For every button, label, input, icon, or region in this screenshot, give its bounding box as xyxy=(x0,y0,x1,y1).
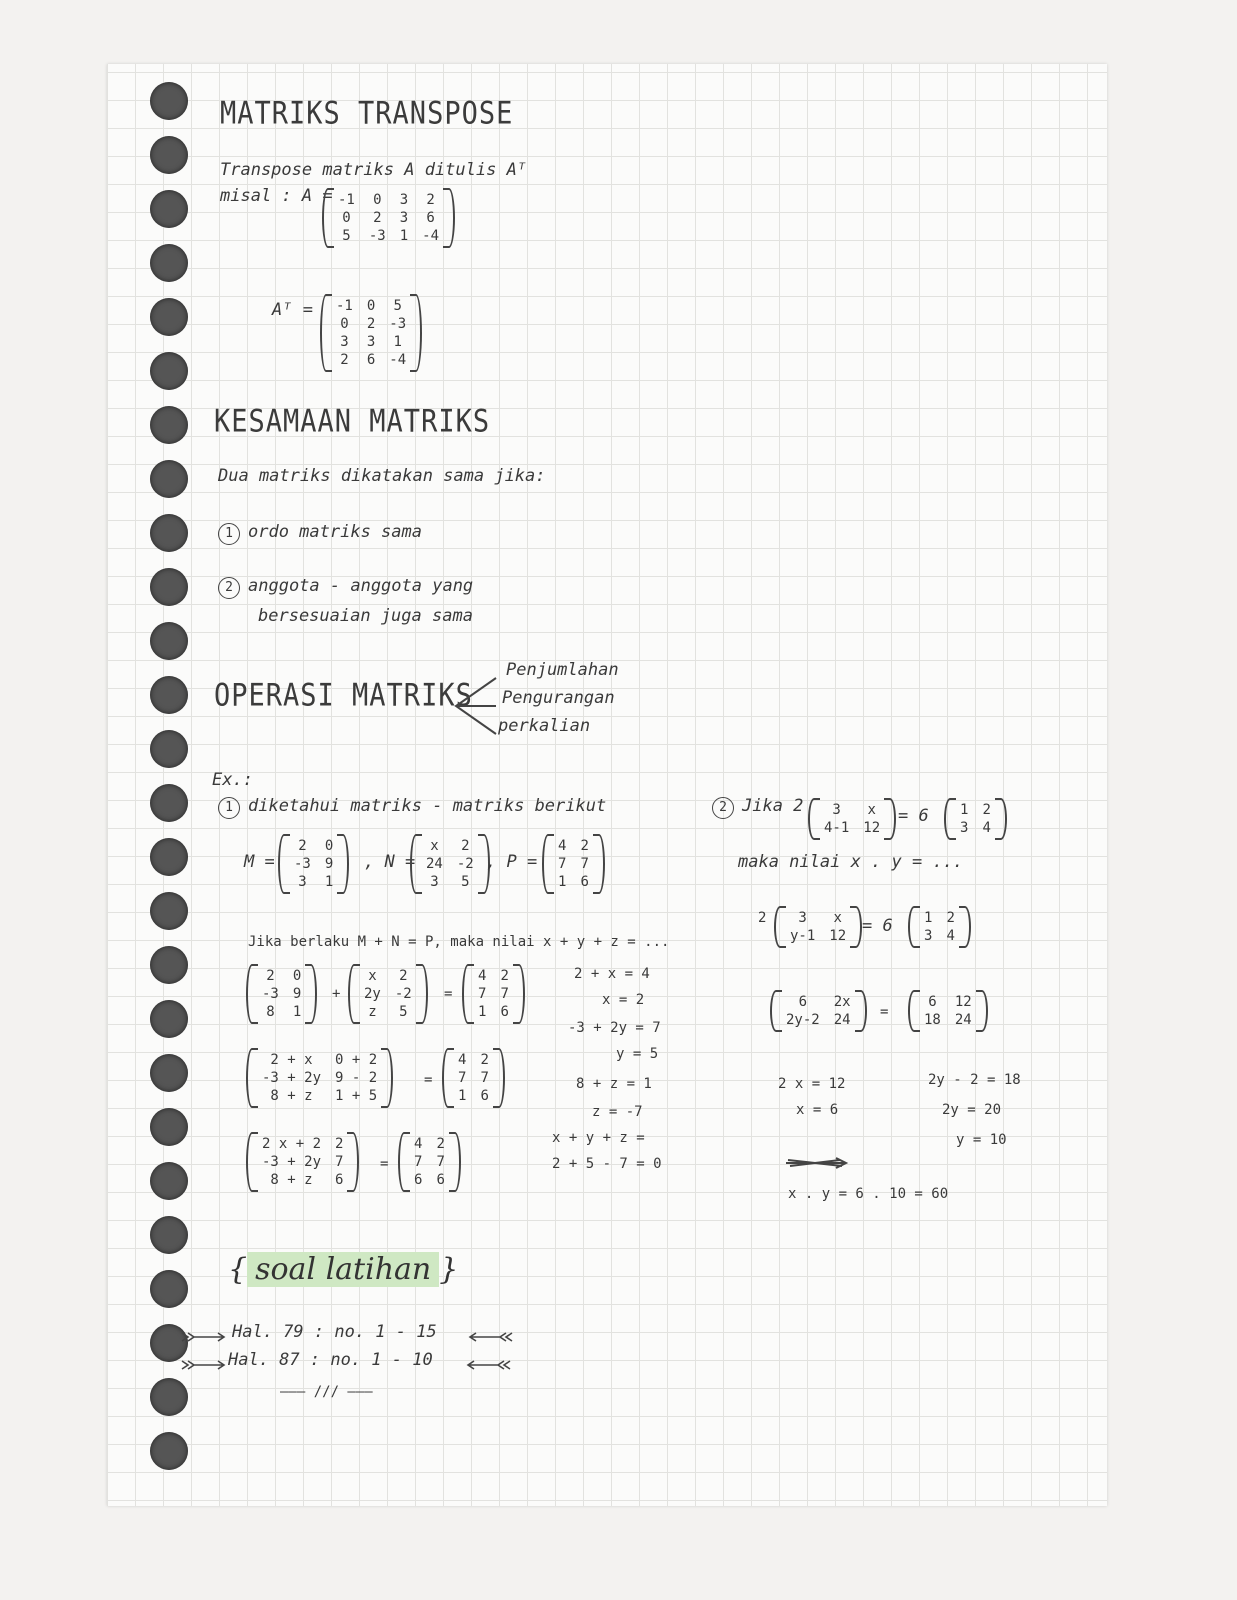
step2-matrix-c: 4 2 7 7 1 6 xyxy=(442,1050,505,1106)
binder-hole xyxy=(150,82,188,120)
matrix-a-label: misal : A = xyxy=(220,186,333,206)
working-line: z = -7 xyxy=(592,1104,643,1120)
number-circle: 2 xyxy=(712,797,734,819)
working-line: y = 10 xyxy=(956,1132,1007,1148)
matrix-n: x 2 24 -2 3 5 xyxy=(410,836,490,892)
binder-hole xyxy=(150,730,188,768)
binder-hole xyxy=(150,1216,188,1254)
working-line: 2y = 20 xyxy=(942,1102,1002,1118)
matrix-at-label: Aᵀ = xyxy=(272,300,313,320)
matrix-m-label: M = xyxy=(244,852,275,872)
arrow-right-icon xyxy=(180,1330,228,1344)
binder-hole xyxy=(150,352,188,390)
operasi-item: Penjumlahan xyxy=(506,660,619,680)
number-circle: 1 xyxy=(218,523,240,545)
transpose-heading: MATRIKS TRANSPOSE xyxy=(220,95,514,132)
latihan-item: Hal. 79 : no. 1 - 15 xyxy=(232,1322,437,1342)
binder-hole xyxy=(150,946,188,984)
kesamaan-rule-2: 2 anggota - anggota yang xyxy=(218,576,473,599)
matrix-n-label: , N = xyxy=(364,852,416,872)
ex2-step1-right: 1 2 3 4 xyxy=(908,908,971,946)
operasi-item: perkalian xyxy=(498,716,591,736)
step1-matrix-c: 4 2 7 7 1 6 xyxy=(462,966,525,1022)
binder-hole xyxy=(150,1162,188,1200)
binder-hole xyxy=(150,1270,188,1308)
step3-matrix-a: 2 x + 2 2 -3 + 2y 7 8 + z 6 xyxy=(246,1134,359,1190)
binder-hole xyxy=(150,460,188,498)
binder-hole xyxy=(150,784,188,822)
working-line: y = 5 xyxy=(616,1046,659,1062)
binder-hole xyxy=(150,1378,188,1416)
working-line: -3 + 2y = 7 xyxy=(568,1020,661,1036)
equals-sign: = xyxy=(444,986,453,1002)
arrow-right-icon xyxy=(180,1358,228,1372)
binder-hole xyxy=(150,1432,188,1470)
example-2-text: 2 Jika 2 xyxy=(712,796,803,819)
latihan-heading: { soal latihan } xyxy=(228,1252,459,1287)
binder-hole xyxy=(150,244,188,282)
equals-sign: = xyxy=(424,1072,433,1088)
transpose-intro: Transpose matriks A ditulis Aᵀ xyxy=(220,160,528,180)
example-label: Ex.: xyxy=(212,770,253,790)
binder-hole xyxy=(150,892,188,930)
equals-sign: = xyxy=(880,1004,889,1020)
example-1-text: 1 diketahui matriks - matriks berikut xyxy=(218,796,606,819)
branch-bracket-icon xyxy=(450,672,500,740)
ex2-step2-left: 6 2x 2y-2 24 xyxy=(770,992,867,1030)
number-circle: 1 xyxy=(218,797,240,819)
matrix-a-transpose: -1 0 5 0 2 -3 3 3 1 2 6 -4 xyxy=(320,296,422,370)
kesamaan-rule-2-cont: bersesuaian juga sama xyxy=(258,606,473,626)
working-line: 2 + 5 - 7 = 0 xyxy=(552,1156,662,1172)
binder-hole xyxy=(150,838,188,876)
step2-matrix-a: 2 + x 0 + 2 -3 + 2y 9 - 2 8 + z 1 + 5 xyxy=(246,1050,393,1106)
binder-hole xyxy=(150,190,188,228)
working-line: x = 2 xyxy=(602,992,645,1008)
binder-hole xyxy=(150,676,188,714)
binder-hole xyxy=(150,514,188,552)
working-line: 2y - 2 = 18 xyxy=(928,1072,1021,1088)
plus-sign: + xyxy=(332,986,341,1002)
ex2-scalar: 2 xyxy=(758,910,767,926)
binder-hole xyxy=(150,406,188,444)
step1-matrix-b: x 2 2y -2 z 5 xyxy=(348,966,428,1022)
kesamaan-rule-1: 1 ordo matriks sama xyxy=(218,522,422,545)
working-line: x = 6 xyxy=(796,1102,839,1118)
scribble-icon xyxy=(784,1156,850,1170)
binder-hole xyxy=(150,298,188,336)
matrix-a: -1 0 3 2 0 2 3 6 5 -3 1 -4 xyxy=(322,190,455,246)
ex2-step1-left: 3 x y-1 12 xyxy=(774,908,862,946)
binder-hole xyxy=(150,1054,188,1092)
notebook-page xyxy=(107,64,1107,1506)
example-1-question: Jika berlaku M + N = P, maka nilai x + y + z = ... xyxy=(248,934,670,950)
binder-hole xyxy=(150,1000,188,1038)
working-line: 8 + z = 1 xyxy=(576,1076,652,1092)
ex2-question: maka nilai x . y = ... xyxy=(738,852,964,872)
latihan-item: Hal. 87 : no. 1 - 10 xyxy=(228,1350,433,1370)
binder-hole xyxy=(150,1108,188,1146)
working-line: 2 + x = 4 xyxy=(574,966,650,982)
binder-hole xyxy=(150,136,188,174)
ex2-result: x . y = 6 . 10 = 60 xyxy=(788,1186,949,1202)
step3-matrix-c: 4 2 7 7 6 6 xyxy=(398,1134,461,1190)
ex2-matrix-right: 1 2 3 4 xyxy=(944,800,1007,838)
binder-hole xyxy=(150,568,188,606)
binder-hole xyxy=(150,622,188,660)
binder-holes xyxy=(150,82,194,1482)
end-mark: ——— /// ——— xyxy=(280,1384,373,1400)
matrix-m: 2 0 -3 9 3 1 xyxy=(278,836,349,892)
ex2-equals-six: = 6 xyxy=(898,806,929,826)
matrix-p-label: , P = xyxy=(486,852,538,872)
arrow-left-icon xyxy=(464,1358,512,1372)
kesamaan-intro: Dua matriks dikatakan sama jika: xyxy=(218,466,546,486)
arrow-left-icon xyxy=(466,1330,514,1344)
working-line: x + y + z = xyxy=(552,1130,645,1146)
matrix-p: 4 2 7 7 1 6 xyxy=(542,836,605,892)
ex2-equals-six: = 6 xyxy=(862,916,893,936)
operasi-heading: OPERASI MATRIKS xyxy=(214,677,473,714)
kesamaan-heading: KESAMAAN MATRIKS xyxy=(214,403,491,440)
equals-sign: = xyxy=(380,1156,389,1172)
ex2-matrix-left: 3 x 4-1 12 xyxy=(808,800,896,838)
working-line: 2 x = 12 xyxy=(778,1076,846,1092)
operasi-item: Pengurangan xyxy=(502,688,615,708)
step1-matrix-a: 2 0 -3 9 8 1 xyxy=(246,966,317,1022)
number-circle: 2 xyxy=(218,577,240,599)
ex2-step2-right: 6 12 18 24 xyxy=(908,992,988,1030)
